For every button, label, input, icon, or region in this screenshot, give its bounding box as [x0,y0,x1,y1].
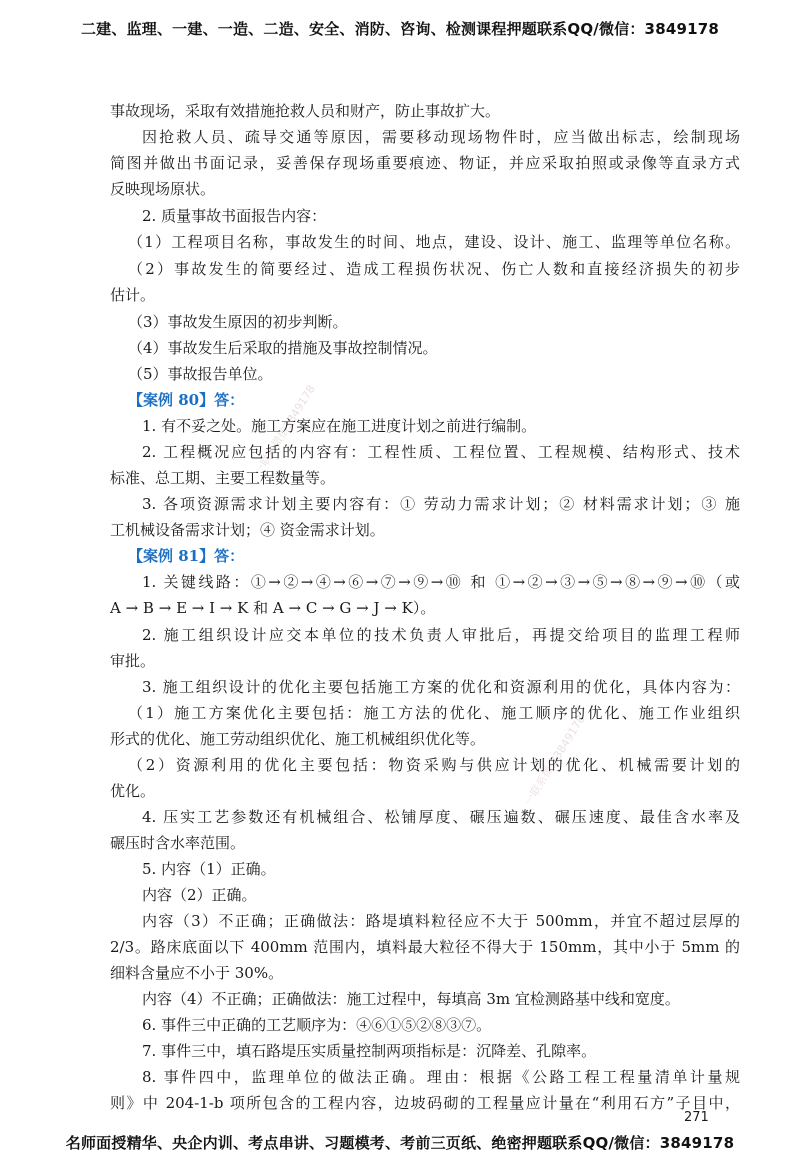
text-line: 1. 有不妥之处。施工方案应在施工进度计划之前进行编制。 [142,417,537,435]
text-line: （5）事故报告单位。 [128,365,273,383]
watermark: 一联系微信3849178 [521,712,588,808]
text-line: （3）事故发生原因的初步判断。 [128,313,348,331]
text-line: 6. 事件三中正确的工艺顺序为：④⑥①⑤②⑧③⑦。 [142,1016,492,1034]
text-line: 形式的优化、施工劳动组织优化、施工机械组织优化等。 [110,730,486,748]
text-line: 工机械设备需求计划；④ 资金需求计划。 [110,521,385,539]
text-line: （4）事故发生后采取的措施及事故控制情况。 [128,339,438,357]
footer-banner: 名师面授精华、央企内训、考点串讲、习题模考、考前三页纸、绝密押题联系QQ/微信：3849178 [65,1134,735,1152]
case-80-heading: 【案例 80】答： [128,391,245,409]
text-line: A → B → E → I → K 和 A → C → G → J → K）。 [110,599,436,617]
text-line: 7. 事件三中，填石路堤压实质量控制两项指标是：沉降差、孔隙率。 [142,1042,597,1060]
text-line: 4. 压实工艺参数还有机械组合、松铺厚度、碾压遍数、碾压速度、最佳含水率及 [142,808,740,826]
text-line: 3. 各项资源需求计划主要内容有：① 劳动力需求计划；② 材料需求计划；③ 施 [142,495,740,513]
section-heading: 2. 质量事故书面报告内容： [142,207,327,225]
text-line: 内容（4）不正确；正确做法：施工过程中，每填高 3m 宜检测路基中线和宽度。 [142,990,680,1008]
header-banner: 二建、监理、一建、一造、二造、安全、消防、咨询、检测课程押题联系QQ/微信：3849178 [80,20,720,38]
watermark: 一联系微信3849178 [251,382,318,478]
text-line: 5. 内容（1）正确。 [142,860,276,878]
text-line: （2）资源利用的优化主要包括：物资采购与供应计划的优化、机械需要计划的 [128,756,740,774]
text-line: 1. 关键线路：①→②→④→⑥→⑦→⑨→⑩ 和 ①→②→③→⑤→⑧→⑨→⑩（或 [142,573,740,591]
text-line: 审批。 [110,652,156,670]
text-line: 优化。 [110,782,156,800]
text-line: 细料含量应不小于 30%。 [110,964,284,982]
text-line: 简图并做出书面记录，妥善保存现场重要痕迹、物证，并应采取拍照或录像等直录方式 [110,154,740,172]
text-line: 因抢救人员、疏导交通等原因，需要移动现场物件时，应当做出标志，绘制现场 [142,128,740,146]
text-line: 8. 事件四中，监理单位的做法正确。理由：根据《公路工程工程量清单计量规 [142,1068,740,1086]
page-number: 271 [684,1110,709,1125]
text-line: （1）施工方案优化主要包括：施工方法的优化、施工顺序的优化、施工作业组织 [128,704,740,722]
text-line: 2. 施工组织设计应交本单位的技术负责人审批后，再提交给项目的监理工程师 [142,626,740,644]
text-line: 标准、总工期、主要工程数量等。 [110,469,336,487]
text-line: 碾压时含水率范围。 [110,834,246,852]
text-line: 反映现场原状。 [110,180,216,198]
text-line: 2. 工程概况应包括的内容有：工程性质、工程位置、工程规模、结构形式、技术 [142,443,740,461]
text-line: 事故现场，采取有效措施抢救人员和财产，防止事故扩大。 [110,102,501,120]
text-line: 则》中 204-1-b 项所包含的工程内容，边坡码砌的工程量应计量在“利用石方”子目中， [110,1094,740,1112]
text-line: 内容（2）正确。 [142,886,257,904]
text-line: 3. 施工组织设计的优化主要包括施工方案的优化和资源利用的优化，具体内容为： [142,678,740,696]
text-line: 内容（3）不正确；正确做法：路堤填料粒径应不大于 500mm，并宜不超过层厚的 [142,912,740,930]
text-line: （2）事故发生的简要经过、造成工程损伤状况、伤亡人数和直接经济损失的初步 [128,260,740,278]
text-line: （1）工程项目名称，事故发生的时间、地点，建设、设计、施工、监理等单位名称。 [128,233,740,251]
text-line: 估计。 [110,286,156,304]
text-line: 2/3。路床底面以下 400mm 范围内，填料最大粒径不得大于 150mm，其中小于 5mm 的 [110,938,740,956]
case-81-heading: 【案例 81】答： [128,547,245,565]
